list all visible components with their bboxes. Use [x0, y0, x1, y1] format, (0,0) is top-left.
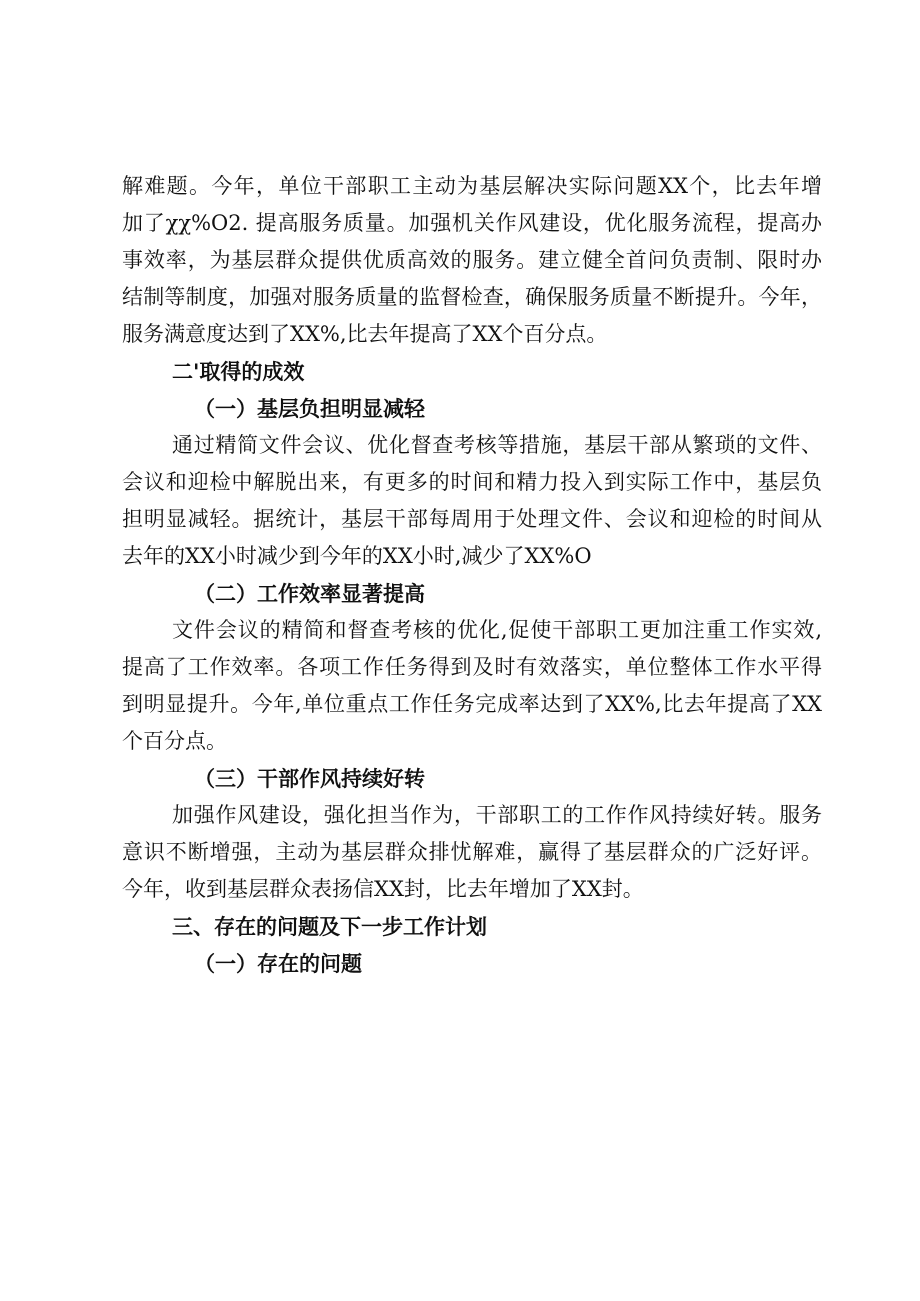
subsection-heading-2-1: （一）基层负担明显减轻: [194, 396, 425, 421]
text-line: 今年，收到基层群众表扬信XX封，比去年增加了XX封。: [122, 877, 644, 901]
paragraph-2-3: [122, 797, 822, 908]
text-line: 结制等制度，加强对服务质量的监督检查，确保服务质量不断提升。今年，: [122, 285, 822, 309]
text-line: 提高了工作效率。各项工作任务得到及时有效落实，单位整体工作水平得: [122, 655, 822, 679]
text-line: 通过精简文件会议、优化督查考核等措施，基层干部从繁琐的文件、: [172, 433, 822, 457]
subsection-heading-3-1: （一）存在的问题: [194, 951, 362, 976]
text-line: 服务满意度达到了XX%,比去年提高了XX个百分点。: [122, 322, 608, 346]
paragraph-intro: [122, 168, 822, 353]
document-page: [122, 168, 822, 982]
section-heading-2: 二'取得的成效: [172, 359, 305, 384]
text-line: 解难题。今年，单位干部职工主动为基层解决实际问题XX个，比去年增: [122, 174, 822, 198]
paragraph-2-2: [122, 612, 822, 760]
text-line: 加了χχ%O2. 提高服务质量。加强机关作风建设，优化服务流程，提高办: [122, 211, 822, 235]
text-line: 加强作风建设，强化担当作为，干部职工的工作作风持续好转。服务: [172, 803, 822, 827]
text-line: 担明显减轻。据统计，基层干部每周用于处理文件、会议和迎检的时间从: [122, 507, 822, 531]
paragraph-2-1: [122, 427, 822, 575]
section-heading-3: 三、存在的问题及下一步工作计划: [172, 914, 487, 939]
subsection-heading-2-3: （三）干部作风持续好转: [194, 766, 425, 791]
subsection-heading-2-2: （二）工作效率显著提高: [194, 581, 425, 606]
text-line: 到明显提升。今年,单位重点工作任务完成率达到了XX%,比去年提高了XX: [122, 692, 822, 716]
text-line: 会议和迎检中解脱出来，有更多的时间和精力投入到实际工作中，基层负: [122, 470, 822, 494]
text-line: 意识不断增强，主动为基层群众排忧解难，赢得了基层群众的广泛好评。: [122, 840, 822, 864]
text-line: 文件会议的精简和督查考核的优化,促使干部职工更加注重工作实效,: [172, 618, 822, 642]
text-line: 去年的XX小时减少到今年的XX小时,减少了XX%O: [122, 544, 592, 568]
text-line: 个百分点。: [122, 729, 227, 753]
text-line: 事效率，为基层群众提供优质高效的服务。建立健全首问负责制、限时办: [122, 248, 822, 272]
